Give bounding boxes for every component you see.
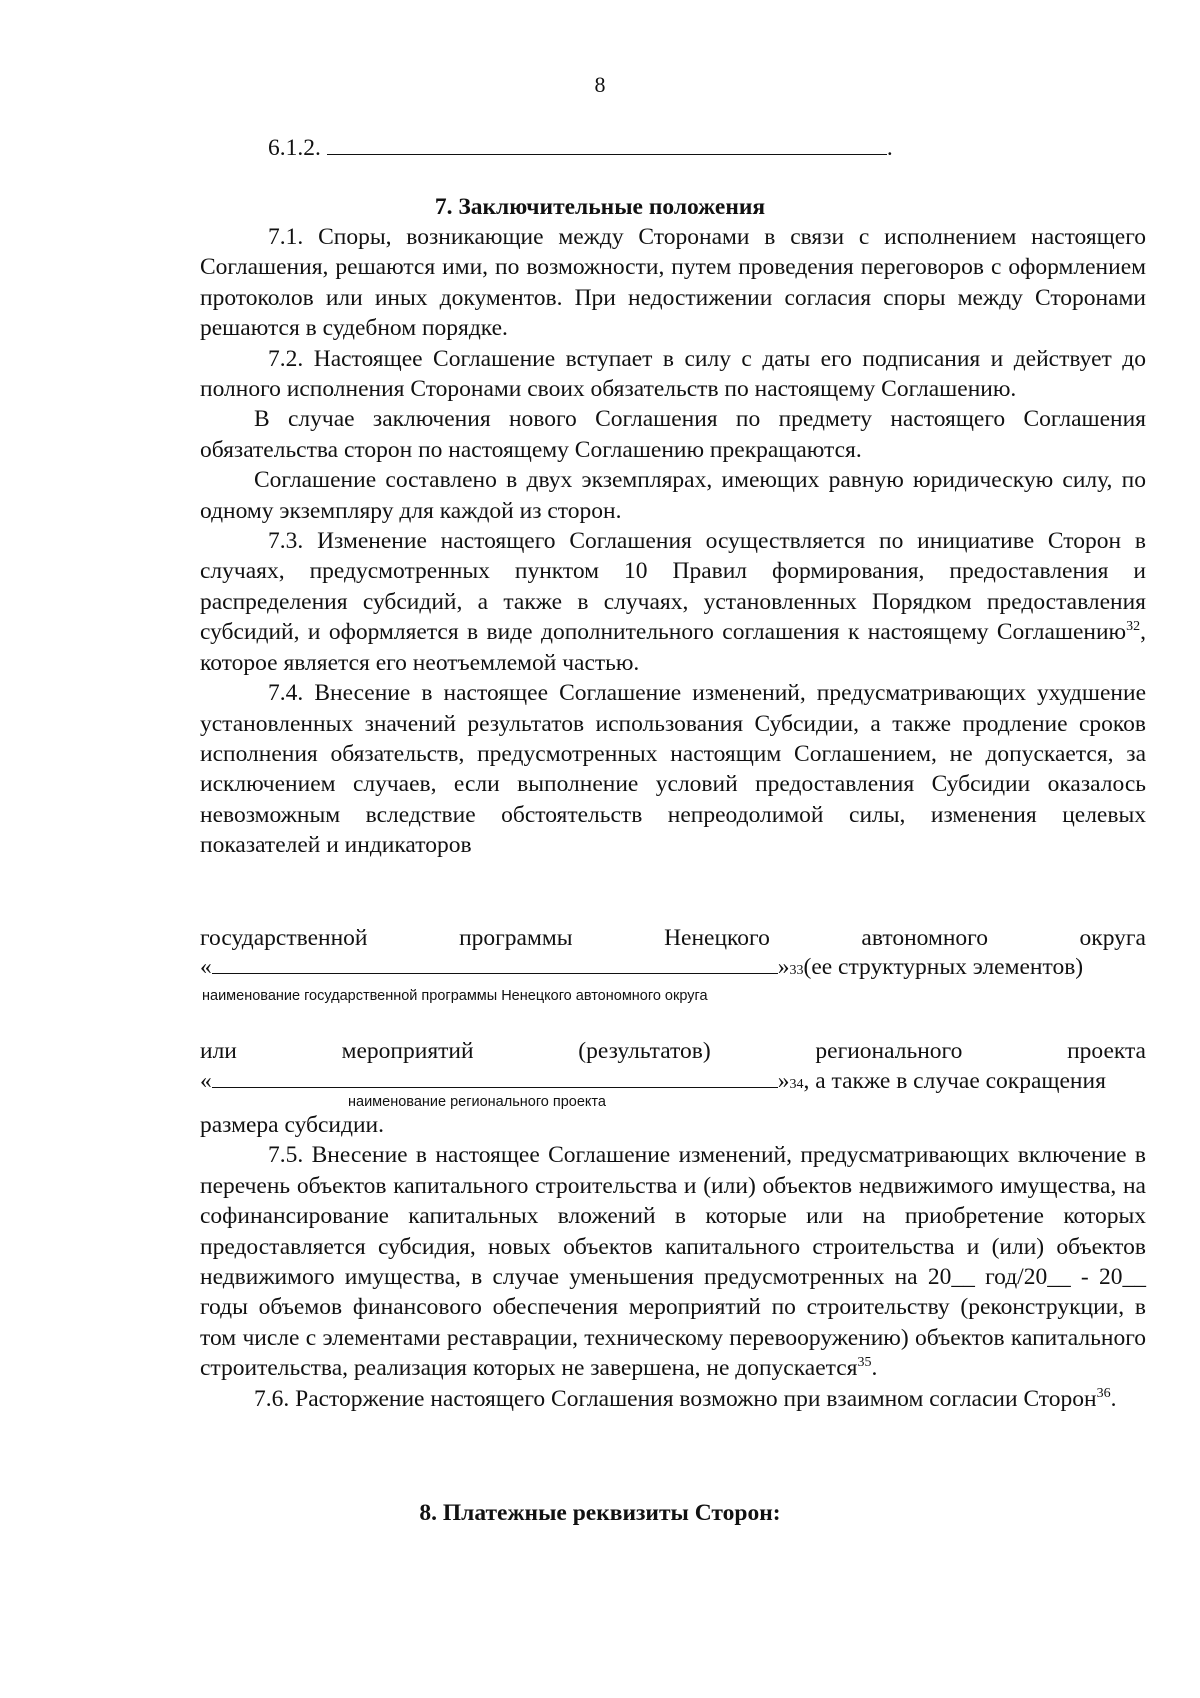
project-name-field: « » 34 , а также в случае сокращения — [200, 1068, 1106, 1094]
spread-word: регионального — [815, 1038, 963, 1064]
program-name-blank — [212, 953, 778, 974]
quote-open: « — [200, 1068, 212, 1094]
item-6-1-2-blank — [327, 134, 887, 155]
spread-word: проекта — [1067, 1038, 1146, 1064]
program-name-field: « » 33 (ее структурных элементов) — [200, 954, 1084, 980]
footnote-ref-36: 36 — [1096, 1385, 1111, 1401]
footnote-ref-32: 32 — [1126, 619, 1141, 635]
paragraph-7-5 — [200, 1140, 1146, 1383]
paragraph-7-6 — [200, 1384, 1146, 1414]
spread-word: автономного — [861, 925, 988, 951]
spread-word: государственной — [200, 925, 368, 951]
paragraph-7-4: 7.4. Внесение в настоящее Соглашение изменений, предусматривающих ухудшение установленных значений результатов использования Субсидии, а также продление сроков исполнения обязательств, предусмотренных настоящим Соглашением, не допускается, за исключением случаев, если выполнение условий предоставления Субсидии оказалось невозможным вследствие обстоятельств непреодолимой силы, изменения целевых показателей и индикаторов — [200, 680, 1146, 859]
section-7-body-bottom — [200, 1110, 1146, 1414]
paragraph-7-4-end: размера субсидии. — [200, 1112, 384, 1138]
quote-open: « — [200, 954, 212, 980]
paragraph-7-5-tail: . — [871, 1355, 878, 1382]
paragraph-7-5-text: 7.5. Внесение в настоящее Соглашение изменений, предусматривающих включение в перечень объектов капитального строительства и (или) объектов недвижимого имущества, на софинансирование капитальных вложений в которые или на приобретение которых предоставляется субсидия, новых объектов капитального строительства и (или) объектов недвижимого имущества, в случае уменьшения предусмотренных на 20__ год/20__ - 20__ годы объемов финансового обеспечения мероприятий по строительству (реконструкции, в том числе с элементами реставрации, техническому перевооружению) объектов капитального строительства, реализация которых не завершена, не допускается — [200, 1142, 1146, 1382]
project-spread-line — [200, 1036, 1146, 1066]
quote-close: » — [777, 954, 790, 980]
item-6-1-2-label: 6.1.2. — [268, 135, 321, 161]
project-name-tail: , а также в случае сокращения — [803, 1068, 1106, 1094]
paragraph-7-1: 7.1. Споры, возникающие между Сторонами в связи с исполнением настоящего Соглашения, решаются ими, по возможности, путем проведения переговоров с оформлением протоколов или иных документов. При недостижении согласия споры между Сторонами решаются в судебном порядке. — [200, 224, 1146, 342]
spread-word: или — [200, 1038, 237, 1064]
spread-word: (результатов) — [578, 1038, 711, 1064]
spread-word: мероприятий — [341, 1038, 474, 1064]
program-name-tail: (ее структурных элементов) — [803, 954, 1084, 980]
paragraph-7-2: 7.2. Настоящее Соглашение вступает в силу с даты его подписания и действует до полного исполнения Сторонами своих обязательств по настоящему Соглашению. — [200, 345, 1146, 403]
paragraph-7-3-text: 7.3. Изменение настоящего Соглашения осуществляется по инициативе Сторон в случаях, предусмотренных пунктом 10 Правил формирования, предоставления и распределения субсидий, а также в случаях, установленных Порядком предоставления субсидий, и оформляется в виде дополнительного соглашения к настоящему Соглашению — [200, 528, 1146, 646]
section-7-body-top — [200, 222, 1146, 861]
item-6-1-2 — [268, 134, 893, 162]
quote-close: » — [777, 1068, 790, 1094]
paragraph-7-3-tail: , которое является его неотъемлемой частью. — [200, 619, 1146, 676]
page-number: 8 — [594, 72, 606, 97]
paragraph-7-2-new-agreement: В случае заключения нового Соглашения по предмету настоящего Соглашения обязательства сторон по настоящему Соглашению прекращаются. — [200, 406, 1146, 463]
paragraph-7-2-copies: Соглашение составлено в двух экземплярах, имеющих равную юридическую силу, по одному экземпляру для каждой из сторон. — [200, 467, 1146, 524]
paragraph-7-6-tail: . — [1110, 1385, 1117, 1412]
paragraph-7-4-spread-line — [200, 923, 1146, 953]
program-name-caption: наименование государственной программы Ненецкого автономного округа — [202, 988, 708, 1004]
spread-word: программы — [459, 925, 573, 951]
spread-word: округа — [1079, 925, 1146, 951]
footnote-ref-35: 35 — [857, 1355, 872, 1371]
project-name-caption: наименование регионального проекта — [348, 1094, 606, 1110]
project-name-blank — [212, 1067, 778, 1088]
section-8-title: 8. Платежные реквизиты Сторон: — [419, 1500, 781, 1526]
paragraph-7-6-text: 7.6. Расторжение настоящего Соглашения возможно при взаимном согласии Сторон — [254, 1385, 1097, 1412]
paragraph-7-3 — [200, 526, 1146, 678]
item-6-1-2-end: . — [886, 135, 893, 161]
spread-word: Ненецкого — [664, 925, 770, 951]
section-7-title: 7. Заключительные положения — [434, 194, 766, 220]
